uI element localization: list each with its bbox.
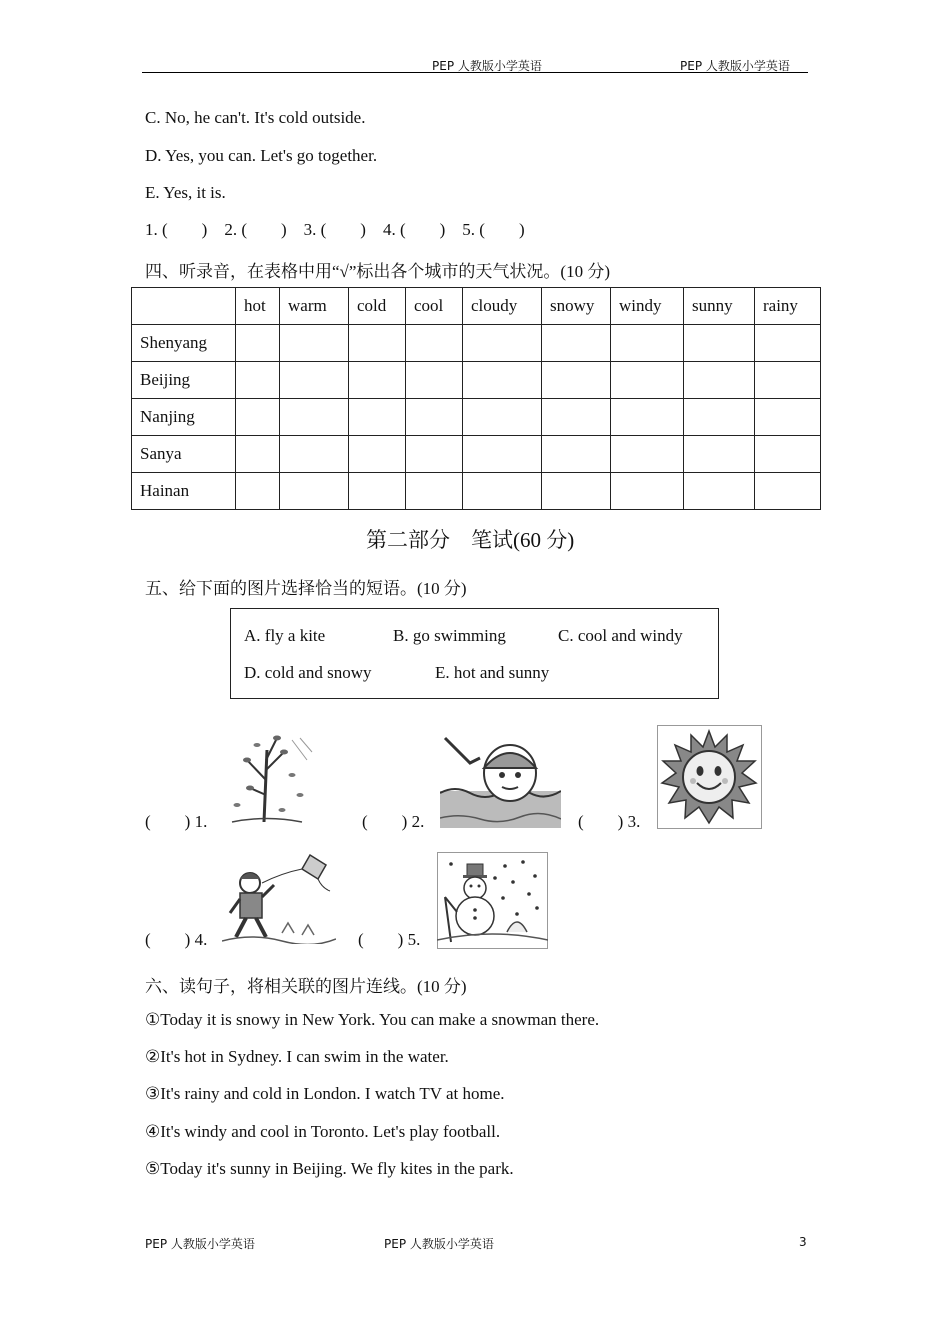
- check-cell[interactable]: [236, 325, 280, 362]
- header-rule: [142, 72, 808, 73]
- option-c: C. No, he can't. It's cold outside.: [145, 108, 366, 127]
- check-cell[interactable]: [406, 362, 463, 399]
- check-cell[interactable]: [755, 473, 821, 510]
- sentence: ①Today it is snowy in New York. You can make a snowman there.: [145, 1010, 600, 1029]
- footer-left: PEP 人教版小学英语: [145, 1237, 255, 1251]
- check-cell[interactable]: [611, 473, 684, 510]
- check-cell[interactable]: [611, 325, 684, 362]
- check-cell[interactable]: [542, 399, 611, 436]
- check-cell[interactable]: [280, 473, 349, 510]
- weather-table: [131, 287, 821, 510]
- answer-blanks: 1. ( ) 2. ( ) 3. ( ) 4. ( ) 5. ( ): [145, 220, 525, 239]
- question-label: ( ) 3.: [578, 812, 641, 831]
- check-cell[interactable]: [684, 473, 755, 510]
- check-cell[interactable]: [280, 362, 349, 399]
- check-cell[interactable]: [755, 436, 821, 473]
- check-cell[interactable]: [463, 399, 542, 436]
- section4-title: 四、听录音，在表格中用“√”标出各个城市的天气状况。(10 分): [145, 262, 610, 281]
- table-header-row: [132, 288, 821, 325]
- autumn-tree-picture: [222, 730, 317, 824]
- phrase-option: C. cool and windy: [558, 626, 683, 645]
- snowman-picture: [437, 852, 548, 949]
- sentence: ②It's hot in Sydney. I can swim in the water.: [145, 1047, 449, 1066]
- swimming-boy-picture: [440, 733, 561, 828]
- city-cell: Shenyang: [132, 325, 236, 362]
- question-label: ( ) 1.: [145, 812, 208, 831]
- column-header: cold: [349, 288, 406, 325]
- sentence: ⑤Today it's sunny in Beijing. We fly kites in the park.: [145, 1159, 514, 1178]
- check-cell[interactable]: [280, 325, 349, 362]
- check-cell[interactable]: [463, 436, 542, 473]
- page-number: 3: [799, 1235, 807, 1249]
- check-cell[interactable]: [236, 362, 280, 399]
- check-cell[interactable]: [684, 399, 755, 436]
- city-cell: Hainan: [132, 473, 236, 510]
- city-cell: Nanjing: [132, 399, 236, 436]
- check-cell[interactable]: [755, 325, 821, 362]
- check-cell[interactable]: [406, 473, 463, 510]
- column-header: sunny: [684, 288, 755, 325]
- check-cell[interactable]: [611, 436, 684, 473]
- check-cell[interactable]: [349, 436, 406, 473]
- column-header: cool: [406, 288, 463, 325]
- check-cell[interactable]: [755, 399, 821, 436]
- check-cell[interactable]: [349, 325, 406, 362]
- check-cell[interactable]: [684, 325, 755, 362]
- table-row: [132, 473, 821, 510]
- check-cell[interactable]: [542, 473, 611, 510]
- section5-title: 五、给下面的图片选择恰当的短语。(10 分): [145, 579, 467, 598]
- check-cell[interactable]: [684, 362, 755, 399]
- phrase-option: D. cold and snowy: [244, 663, 372, 682]
- section6-title: 六、读句子，将相关联的图片连线。(10 分): [145, 977, 467, 996]
- boy-flying-kite-picture: [222, 853, 336, 944]
- check-cell[interactable]: [406, 325, 463, 362]
- check-cell[interactable]: [349, 399, 406, 436]
- header-left: PEP 人教版小学英语: [432, 59, 542, 73]
- table-row: [132, 325, 821, 362]
- column-header: rainy: [755, 288, 821, 325]
- check-cell[interactable]: [463, 325, 542, 362]
- check-cell[interactable]: [280, 436, 349, 473]
- phrase-option: E. hot and sunny: [435, 663, 550, 682]
- check-cell[interactable]: [463, 473, 542, 510]
- check-cell[interactable]: [684, 436, 755, 473]
- check-cell[interactable]: [236, 399, 280, 436]
- city-cell: Sanya: [132, 436, 236, 473]
- check-cell[interactable]: [236, 436, 280, 473]
- city-cell: Beijing: [132, 362, 236, 399]
- check-cell[interactable]: [280, 399, 349, 436]
- check-cell[interactable]: [406, 436, 463, 473]
- check-cell[interactable]: [611, 399, 684, 436]
- column-header: cloudy: [463, 288, 542, 325]
- table-row: [132, 399, 821, 436]
- sentence: ③It's rainy and cold in London. I watch TV at home.: [145, 1084, 505, 1103]
- check-cell[interactable]: [542, 436, 611, 473]
- sentence: ④It's windy and cool in Toronto. Let's play football.: [145, 1122, 501, 1141]
- column-header: snowy: [542, 288, 611, 325]
- table-corner-cell: [132, 288, 236, 325]
- part2-title: 第二部分 笔试(60 分): [366, 528, 575, 552]
- header-right: PEP 人教版小学英语: [680, 59, 790, 73]
- check-cell[interactable]: [542, 325, 611, 362]
- question-label: ( ) 2.: [362, 812, 425, 831]
- table-row: [132, 436, 821, 473]
- question-label: ( ) 4.: [145, 930, 208, 949]
- question-label: ( ) 5.: [358, 930, 421, 949]
- option-d: D. Yes, you can. Let's go together.: [145, 146, 378, 165]
- check-cell[interactable]: [463, 362, 542, 399]
- check-cell[interactable]: [406, 399, 463, 436]
- column-header: warm: [280, 288, 349, 325]
- column-header: hot: [236, 288, 280, 325]
- phrase-option-box: [230, 608, 719, 699]
- phrase-option: A. fly a kite: [244, 626, 326, 645]
- column-header: windy: [611, 288, 684, 325]
- check-cell[interactable]: [349, 362, 406, 399]
- option-e: E. Yes, it is.: [145, 183, 226, 202]
- footer-center: PEP 人教版小学英语: [384, 1237, 494, 1251]
- smiling-sun-picture: [657, 725, 762, 829]
- check-cell[interactable]: [542, 362, 611, 399]
- phrase-option: B. go swimming: [393, 626, 506, 645]
- check-cell[interactable]: [349, 473, 406, 510]
- check-cell[interactable]: [755, 362, 821, 399]
- table-row: [132, 362, 821, 399]
- check-cell[interactable]: [611, 362, 684, 399]
- check-cell[interactable]: [236, 473, 280, 510]
